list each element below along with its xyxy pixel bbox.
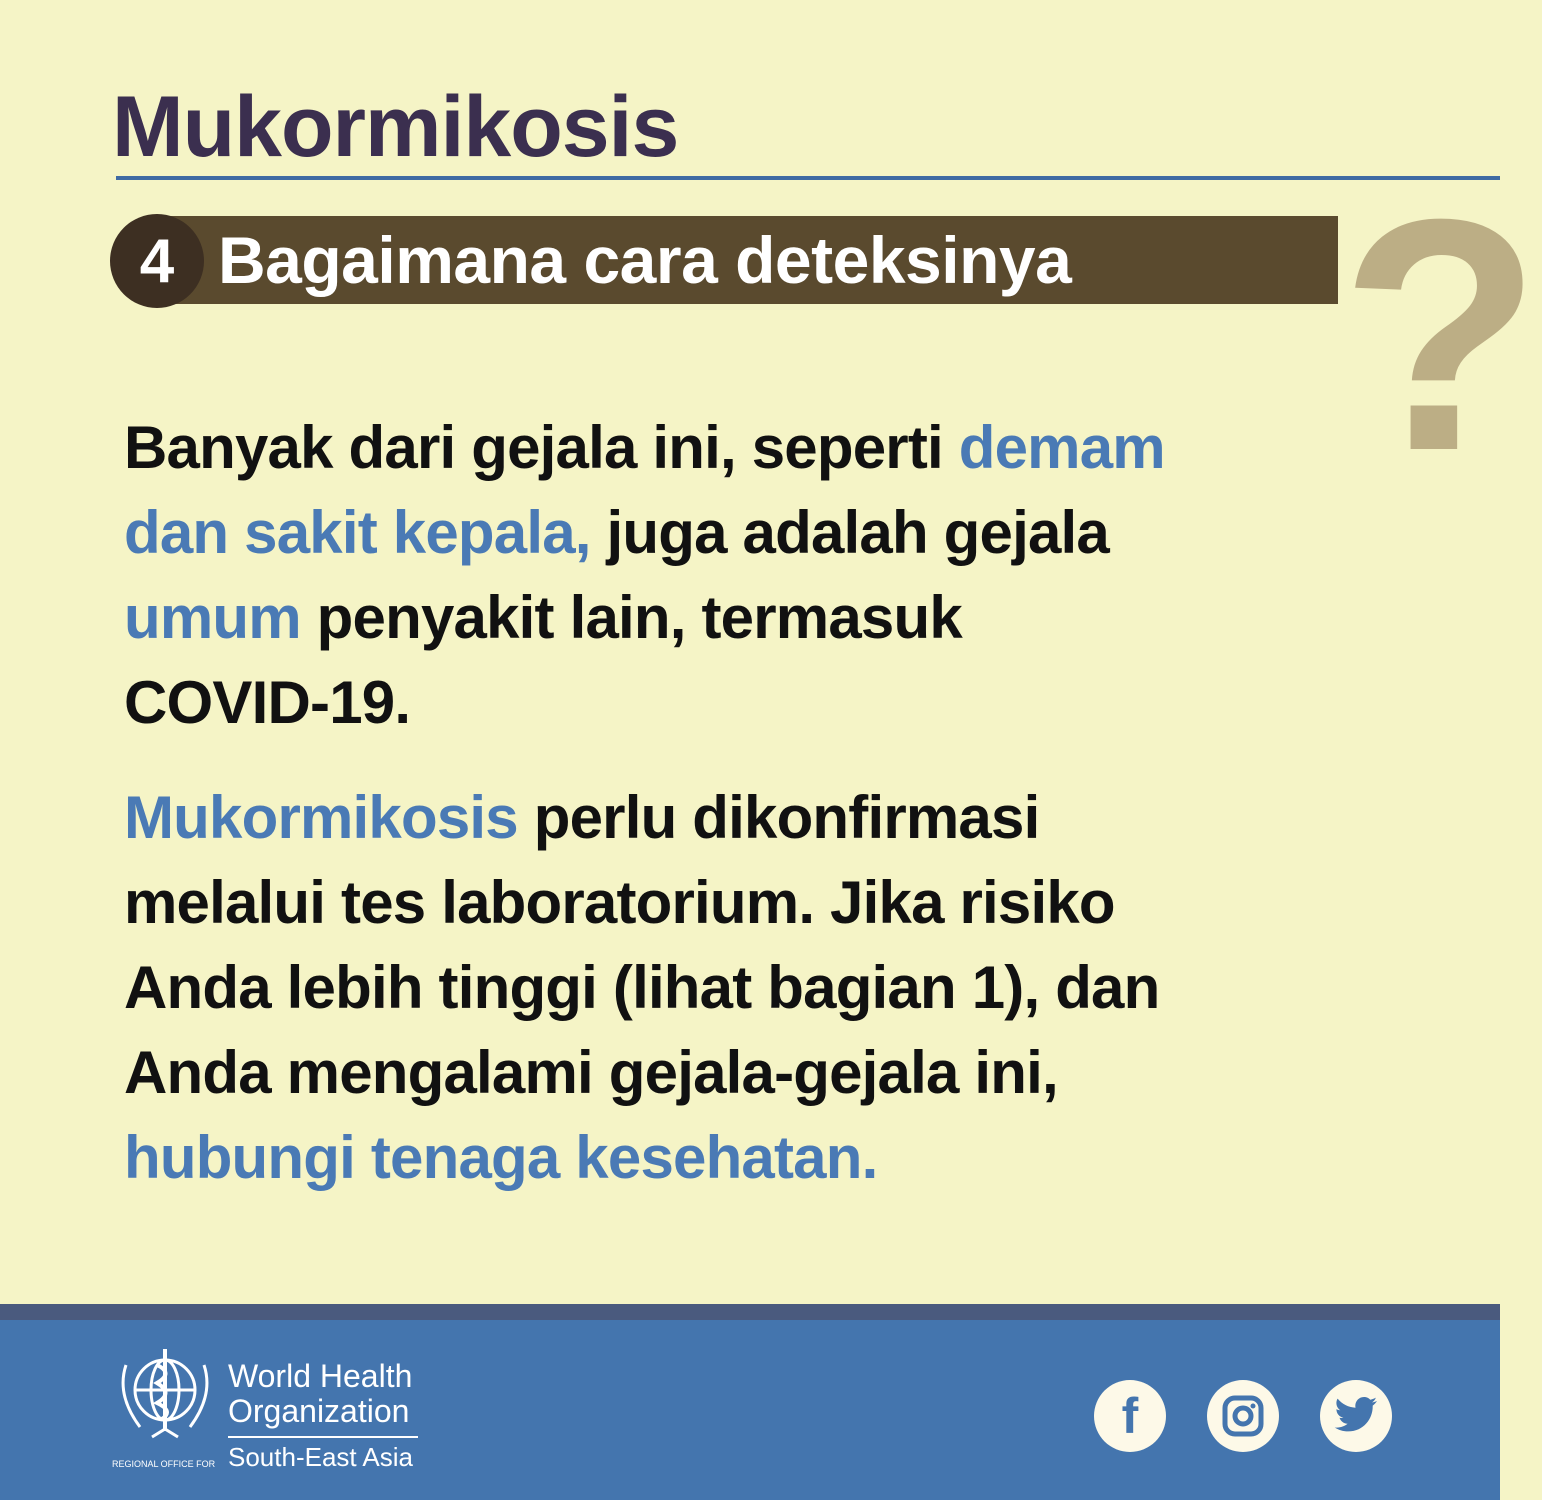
regional-office-label: REGIONAL OFFICE FOR (112, 1459, 216, 1469)
facebook-icon: f (1121, 1388, 1139, 1444)
body-text: perlu dikonfirmasi (517, 784, 1040, 851)
page-title: Mukormikosis (112, 79, 679, 175)
title-divider (116, 176, 1500, 180)
footer-band (0, 1304, 1500, 1320)
text-line (124, 860, 1159, 945)
highlighted-text: Mukormikosis (124, 784, 518, 851)
highlighted-text: hubungi tenaga kesehatan. (124, 1124, 878, 1191)
twitter-icon (1333, 1396, 1379, 1436)
text-line (124, 405, 1165, 490)
body-text: Anda lebih tinggi (lihat bagian 1), dan (124, 954, 1160, 1021)
text-line (124, 660, 1165, 745)
text-line (124, 575, 1165, 660)
who-name-line2: Organization (228, 1393, 410, 1429)
text-line (124, 490, 1165, 575)
section-number-badge: 4 (110, 214, 204, 308)
question-mark-graphic: ? (1340, 150, 1542, 519)
highlighted-text: dan sakit kepala, (124, 499, 591, 566)
text-line (124, 775, 1159, 860)
highlighted-text: demam (958, 414, 1165, 481)
who-emblem-icon (112, 1345, 218, 1445)
body-text: Banyak dari gejala ini, seperti (124, 414, 959, 481)
paragraph-symptoms (124, 405, 1165, 745)
who-divider (228, 1436, 418, 1438)
body-text: melalui tes laboratorium. Jika risiko (124, 869, 1115, 936)
who-name-line1: World Health (228, 1358, 413, 1394)
highlighted-text: umum (124, 584, 301, 651)
section-title: Bagaimana cara deteksinya (218, 223, 1072, 297)
body-text: juga adalah gejala (590, 499, 1109, 566)
facebook-button[interactable] (1094, 1380, 1166, 1452)
text-line (124, 945, 1159, 1030)
paragraph-confirmation (124, 775, 1159, 1200)
text-line (124, 1030, 1159, 1115)
body-text: COVID-19. (124, 669, 411, 736)
region-name: South-East Asia (228, 1442, 413, 1472)
text-line (124, 1115, 1159, 1200)
body-text: Anda mengalami gejala-gejala ini, (124, 1039, 1058, 1106)
twitter-button[interactable] (1320, 1380, 1392, 1452)
instagram-button[interactable] (1207, 1380, 1279, 1452)
instagram-icon (1221, 1394, 1265, 1438)
body-text: penyakit lain, termasuk (300, 584, 962, 651)
